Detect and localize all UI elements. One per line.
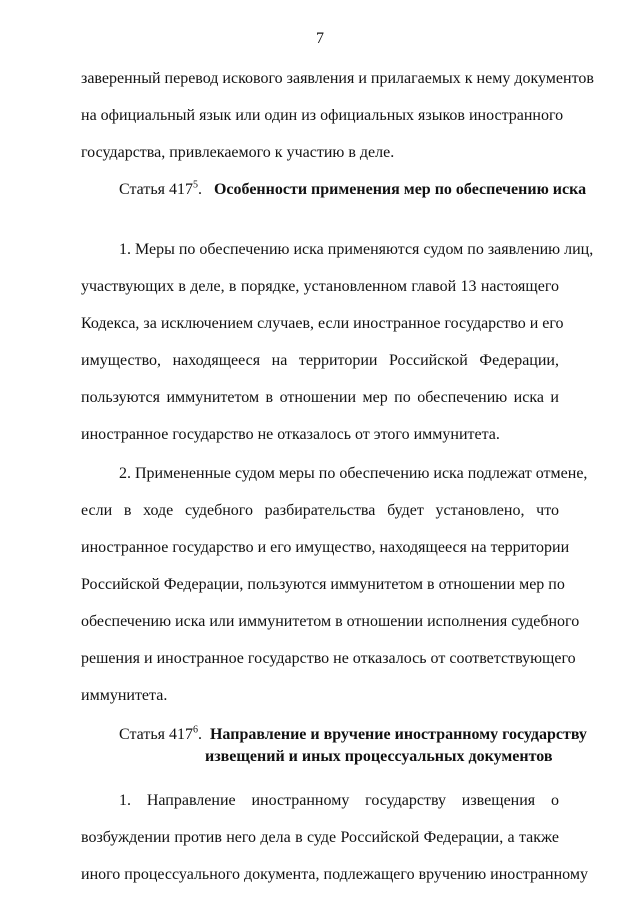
text-line: Кодекса, за исключением случаев, если иностранное государство и его [81, 315, 564, 332]
article-417-6-heading [81, 714, 587, 782]
text-line: имущество, находящееся на территории Российской Федерации, [81, 352, 559, 369]
text-line: если в ходе судебного разбирательства будет установлено, что [81, 502, 559, 519]
article-417-6-paragraph-1 [81, 782, 588, 893]
document-body [81, 60, 594, 893]
text-line: 1. Направление иностранному государству извещения о [119, 792, 559, 809]
text-line: 1. Меры по обеспечению иска применяются судом по заявлению лиц, [119, 241, 594, 258]
text-line: заверенный перевод искового заявления и прилагаемых к нему документов [81, 70, 594, 87]
text-line: участвующих в деле, в порядке, установленном главой 13 настоящего [81, 278, 559, 295]
text-line: возбуждении против него дела в суде Российской Федерации, а также [81, 829, 559, 846]
text-line: иного процессуального документа, подлежащего вручению иностранному [81, 866, 588, 883]
page-number: 7 [316, 30, 324, 47]
article-title-line-2: извещений и иных процессуальных документов [205, 748, 553, 765]
article-417-5-heading [81, 171, 587, 231]
article-417-5-paragraph-2 [81, 455, 588, 714]
article-417-5-paragraph-1 [81, 231, 594, 453]
text-line: на официальный язык или один из официальных языков иностранного [81, 107, 564, 124]
article-label: Статья 417 [119, 181, 193, 198]
text-line: государства, привлекаемого к участию в деле. [81, 144, 395, 161]
text-line: 2. Примененные судом меры по обеспечению иска подлежат отмене, [119, 465, 588, 482]
text-line: иностранное государство и его имущество, находящееся на территории [81, 539, 570, 556]
article-superscript: 6 [192, 724, 198, 736]
text-line: обеспечению иска или иммунитетом в отношении исполнения судебного [81, 613, 580, 630]
article-dot: . [197, 726, 202, 743]
text-line: пользуются иммунитетом в отношении мер по обеспечению иска и [81, 389, 559, 406]
text-line: иммунитета. [81, 687, 168, 704]
article-label: Статья 417 [119, 726, 193, 743]
text-line: Российской Федерации, пользуются иммунитетом в отношении мер по [81, 576, 565, 593]
article-dot: . [197, 181, 202, 198]
text-line: решения и иностранное государство не отказалось от соответствующего [81, 650, 576, 667]
article-title-line-1: Направление и вручение иностранному государству [209, 726, 587, 743]
text-line: иностранное государство не отказалось от этого иммунитета. [81, 426, 500, 443]
article-superscript: 5 [192, 179, 198, 191]
article-title: Особенности применения мер по обеспечению иска [213, 181, 587, 198]
paragraph-continuation [81, 60, 594, 171]
